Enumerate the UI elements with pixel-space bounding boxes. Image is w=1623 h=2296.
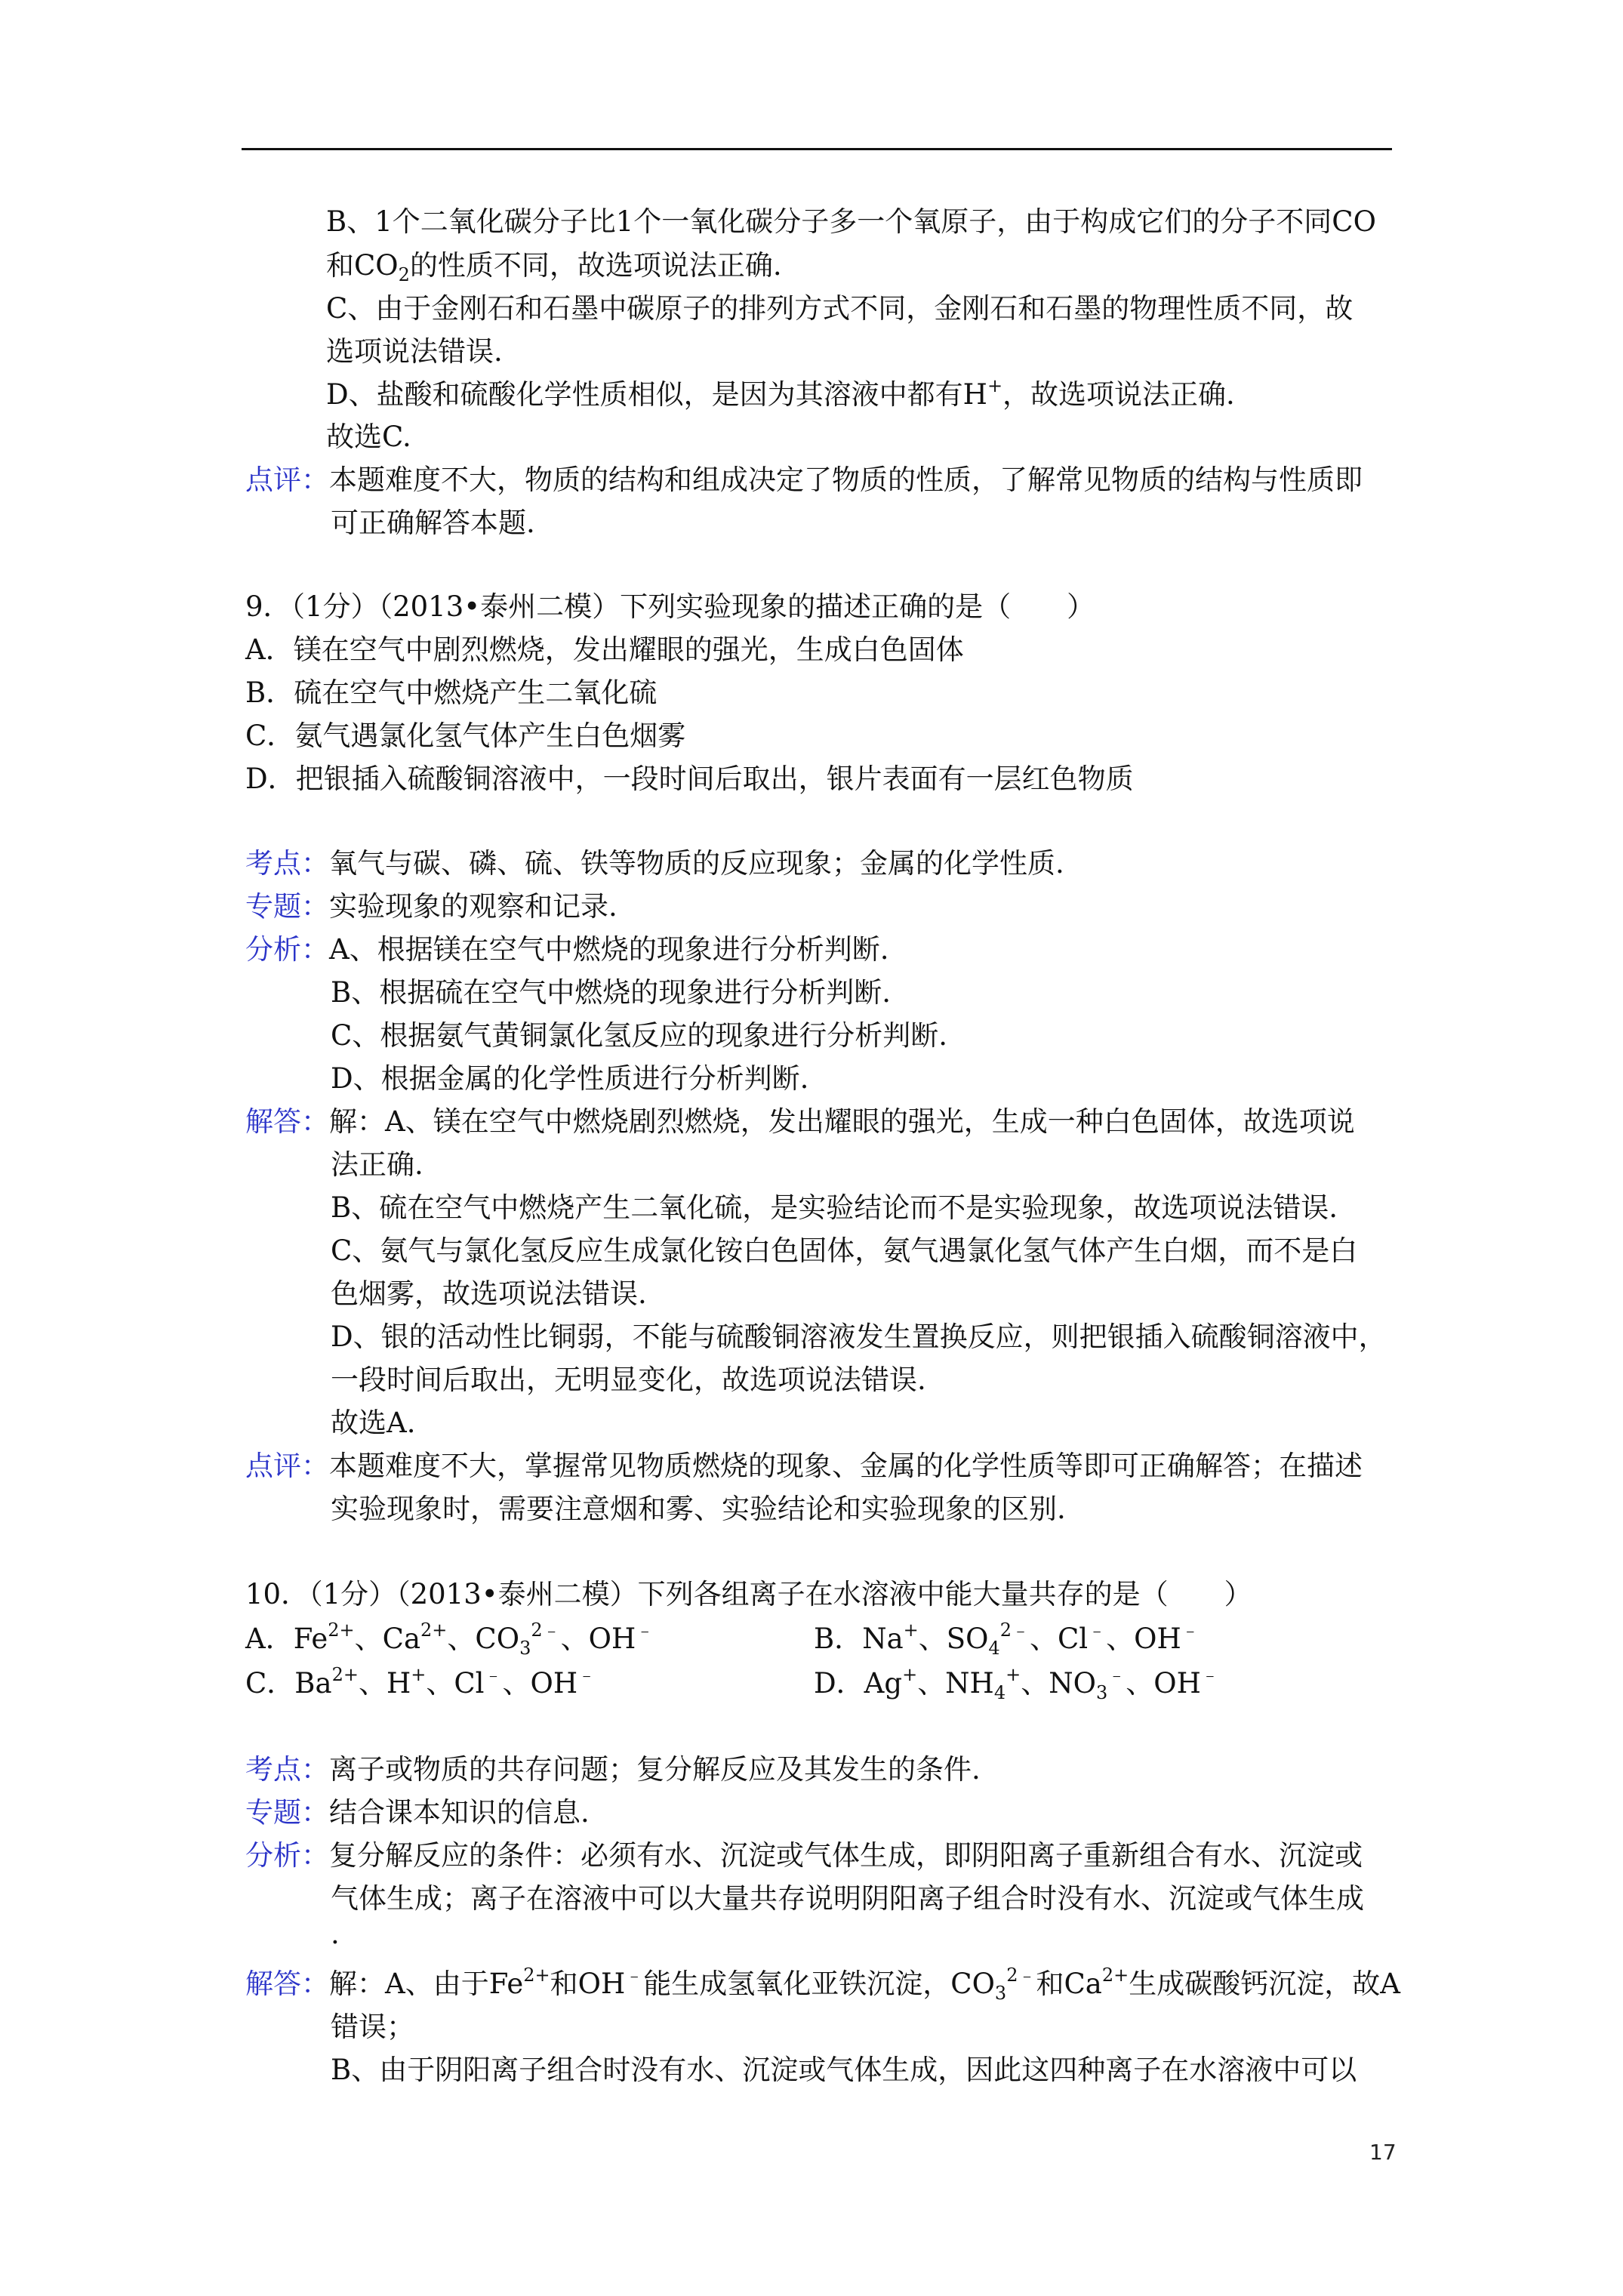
- q10-jieda-line1: 解答：解：A、由于$Fe^{2+}$和OH﹣能生成氢氧化亚铁沉淀，$CO_3^{2﹣}$和$Ca^{2+}$生成碳酸钙沉淀，故A: [245, 1965, 1400, 2004]
- q10-stem: 10．（1分）（2013•泰州二模）下列各组离子在水溶液中能大量共存的是（ ）: [245, 1578, 1252, 1610]
- q9-jieda-line7: 一段时间后取出，无明显变化，故选项说法错误.: [331, 1364, 926, 1396]
- q9-stem: 9．（1分）（2013•泰州二模）下列实验现象的描述正确的是（ ）: [245, 590, 1095, 623]
- q10-fenxi-line1: 分析：复分解反应的条件：必须有水、沉淀或气体生成，即阴阳离子重新组合有水、沉淀或: [245, 1839, 1363, 1872]
- q9-jieda-line4: C、氨气与氯化氢反应生成氯化铵白色固体，氨气遇氯化氢气体产生白烟，而不是白: [331, 1234, 1358, 1267]
- q9-jieda-line3: B、硫在空气中燃烧产生二氧化硫，是实验结论而不是实验现象，故选项说法错误.: [331, 1191, 1338, 1224]
- q8-comment-line2: 可正确解答本题.: [331, 507, 535, 539]
- q10-option-c: C．$Ba^{2+}$、H+、Cl﹣、OH﹣: [245, 1664, 596, 1700]
- q9-fenxi-line4: D、根据金属的化学性质进行分析判断.: [331, 1062, 809, 1095]
- q9-option-c: C．氨气遇氯化氢气体产生白色烟雾: [245, 720, 686, 752]
- q8-choose: 故选C.: [326, 421, 411, 453]
- q10-option-a: A．$Fe^{2+}$、$Ca^{2+}$、$CO_3^{2﹣}$、OH﹣: [245, 1620, 654, 1659]
- q10-kaodian: 考点：离子或物质的共存问题；复分解反应及其发生的条件.: [245, 1753, 981, 1786]
- q8-option-b-line1: B、1个二氧化碳分子比1个一氧化碳分子多一个氧原子，由于构成它们的分子不同CO: [326, 205, 1376, 238]
- q10-jieda-line2: 错误；: [331, 2011, 414, 2043]
- q9-option-d: D．把银插入硫酸铜溶液中，一段时间后取出，银片表面有一层红色物质: [245, 763, 1134, 795]
- q9-dianping-line2: 实验现象时，需要注意烟和雾、实验结论和实验现象的区别.: [331, 1493, 1066, 1525]
- q10-fenxi-line2: 气体生成；离子在溶液中可以大量共存说明阴阳离子组合时没有水、沉淀或气体生成: [331, 1882, 1364, 1915]
- q8-option-b-line2: 和$CO_2$的性质不同，故选项说法正确.: [326, 249, 782, 285]
- q9-jieda-line6: D、银的活动性比铜弱，不能与硫酸铜溶液发生置换反应，则把银插入硫酸铜溶液中，: [331, 1321, 1387, 1353]
- q10-option-d: D．Ag+、$NH_4^+$、$NO_3^﹣$、OH﹣: [814, 1664, 1219, 1703]
- q10-fenxi-line3: .: [331, 1918, 340, 1950]
- q9-dianping-line1: 点评：本题难度不大，掌握常见物质燃烧的现象、金属的化学性质等即可正确解答；在描述: [245, 1450, 1363, 1482]
- q9-kaodian: 考点：氧气与碳、磷、硫、铁等物质的反应现象；金属的化学性质.: [245, 847, 1064, 880]
- q9-fenxi-line1: 分析：A、根据镁在空气中燃烧的现象进行分析判断.: [245, 933, 889, 966]
- q9-jieda-line2: 法正确.: [331, 1148, 423, 1181]
- q10-zhuanti: 专题：结合课本知识的信息.: [245, 1796, 590, 1829]
- q10-jieda-line3: B、由于阴阳离子组合时没有水、沉淀或气体生成，因此这四种离子在水溶液中可以: [331, 2054, 1357, 2086]
- comment-label: 点评：: [245, 464, 329, 496]
- q8-comment-line1: 点评：本题难度不大，物质的结构和组成决定了物质的性质，了解常见物质的结构与性质即: [245, 464, 1363, 496]
- q9-option-b: B．硫在空气中燃烧产生二氧化硫: [245, 676, 658, 709]
- q9-zhuanti: 专题：实验现象的观察和记录.: [245, 890, 617, 923]
- q9-jieda-line1: 解答：解：A、镁在空气中燃烧剧烈燃烧，发出耀眼的强光，生成一种白色固体，故选项说: [245, 1105, 1355, 1138]
- header-rule: [242, 148, 1392, 150]
- q8-option-d-line: D、盐酸和硫酸化学性质相似，是因为其溶液中都有H+，故选项说法正确.: [326, 375, 1235, 411]
- page-number: 17: [1369, 2140, 1397, 2165]
- q9-option-a: A．镁在空气中剧烈燃烧，发出耀眼的强光，生成白色固体: [245, 633, 964, 666]
- q8-option-c-line1: C、由于金刚石和石墨中碳原子的排列方式不同，金刚石和石墨的物理性质不同，故: [326, 292, 1354, 325]
- q9-jieda-line8: 故选A.: [331, 1407, 416, 1439]
- q9-fenxi-line2: B、根据硫在空气中燃烧的现象进行分析判断.: [331, 976, 891, 1009]
- q8-option-c-line2: 选项说法错误.: [326, 335, 503, 368]
- q10-option-b: B．Na+、$SO_4^{2﹣}$、Cl﹣、OH﹣: [814, 1620, 1200, 1659]
- q9-fenxi-line3: C、根据氨气黄铜氯化氢反应的现象进行分析判断.: [331, 1019, 948, 1052]
- q9-jieda-line5: 色烟雾，故选项说法错误.: [331, 1277, 647, 1310]
